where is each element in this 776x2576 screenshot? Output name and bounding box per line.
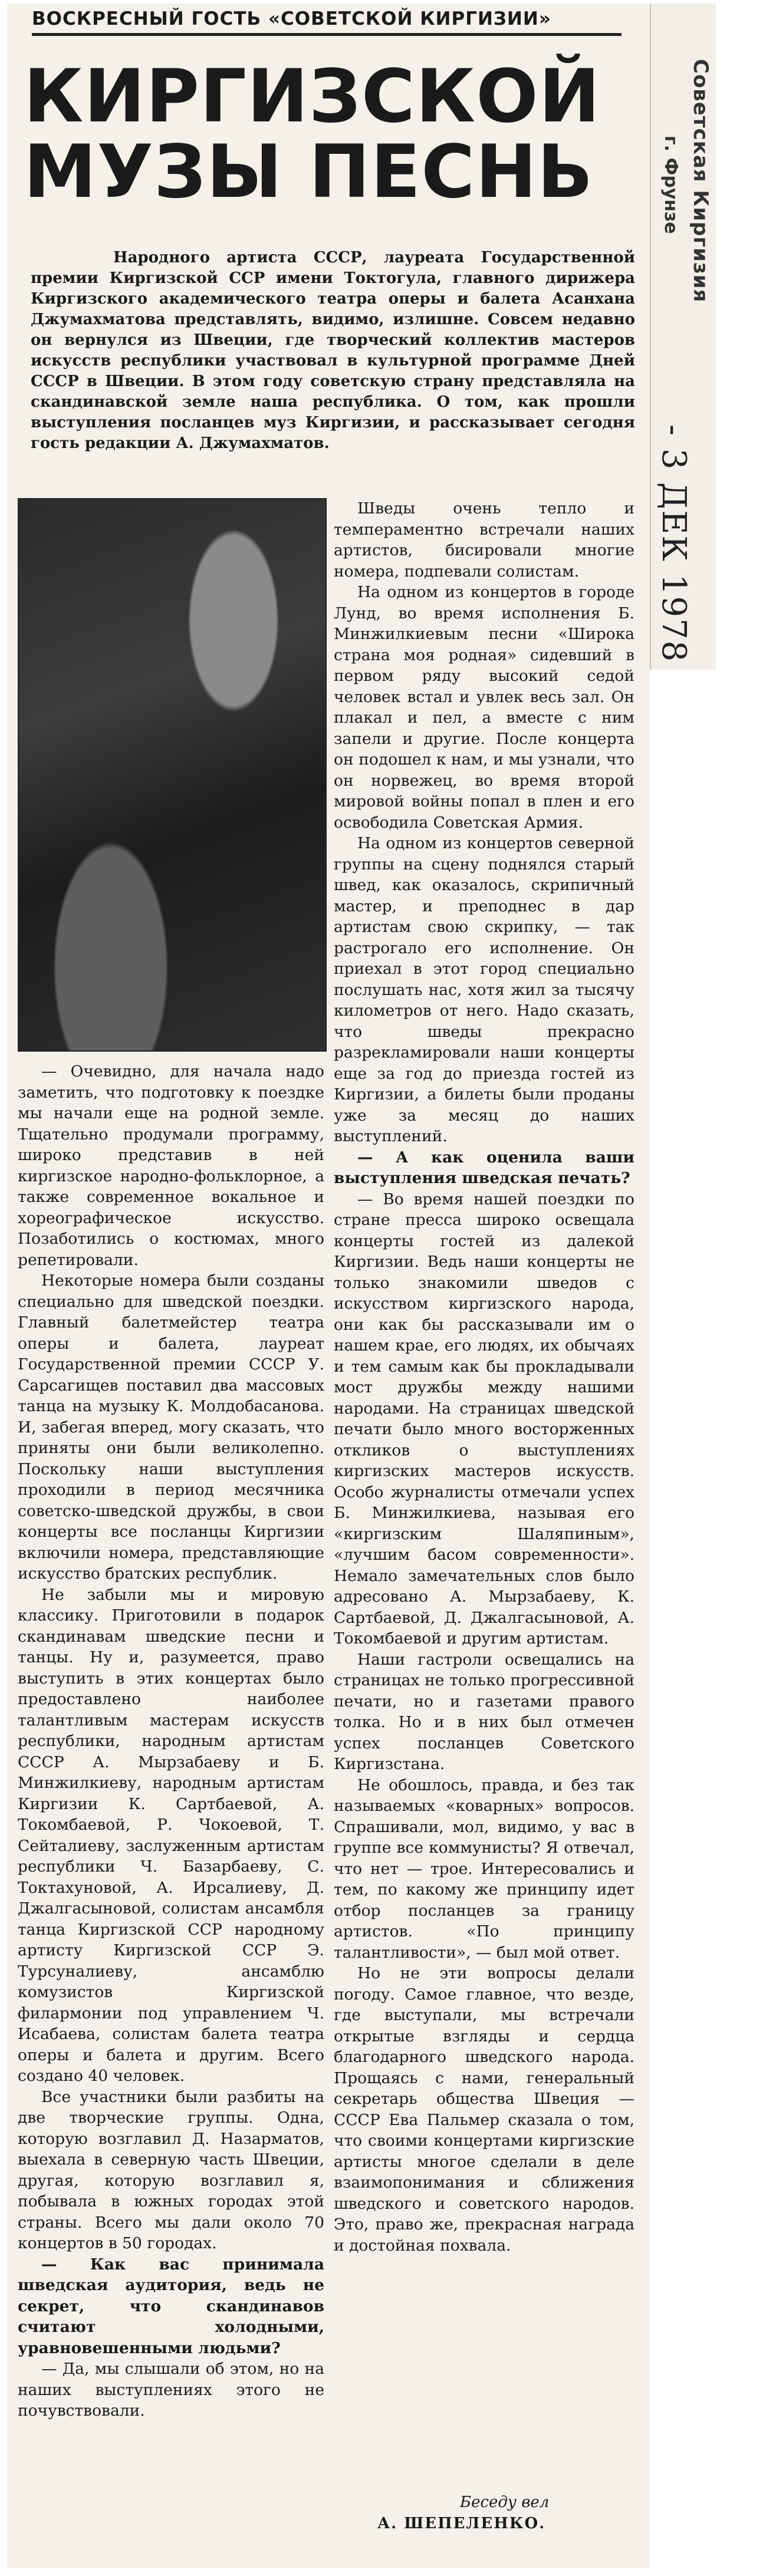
- paragraph: Все участники были разбиты на две творческие группы. Одна, которую возглавил Д. Назарматов, выехала в северную часть Швеции, другая, которую возглавил я, побывала в южных городах этой страны. Всего мы дали около 70 концертов в 50 городах.: [18, 2087, 324, 2252]
- article-headline: [24, 54, 637, 215]
- paragraph: Шведы очень тепло и темпераментно встречали наших артистов, бисировали многие номера, подпевали солистам.: [334, 499, 634, 581]
- paragraph: — Очевидно, для начала надо заметить, что подготовку к поездке мы начали еще на родной земле. Тщательно продумали программу, широко представив в ней киргизское народно-фольклорное, а также современное вокальное и хореографическое искусство. Позаботились о костюмах, много репетировали.: [18, 1062, 324, 1269]
- interview-question: — Как вас принимала шведская аудитория, ведь не секрет, что скандинавов считают холодными, уравновешенными людьми?: [18, 2255, 324, 2357]
- article-column-right: [334, 498, 634, 2256]
- paragraph: Некоторые номера были созданы специально для шведской поездки. Главный балетмейстер театра оперы и балета, лауреат Государственной премии СССР У. Сарсагищев поставил два массовых танца на музыку К. Молдобасанова. И, забегая вперед, могу сказать, что приняты они были великолепно. Поскольку наши выступления проходили в период месячника советско-шведской дружбы, в свои концерты все посланцы Киргизии включили номера, представляющие искусство братских республик.: [18, 1271, 324, 1583]
- paragraph: На одном из концертов в городе Лунд, во время исполнения Б. Минжилкиевым песни «Широка страна моя родная» сидевший в первом ряду высокий седой человек встал и увлек весь зал. Он плакал и пел, а вместе с ним запели и другие. После концерта он подошел к нам, и мы узнали, что он норвежец, во время второй мировой войны попал в плен и его освободила Советская Армия.: [334, 583, 634, 832]
- paragraph: Наши гастроли освещались на страницах не только прогрессивной печати, но и газетами правого толка. Но и в них был отмечен успех посланцев Советского Киргизстана.: [334, 1650, 634, 1773]
- interview-question: — А как оценила ваши выступления шведская печать?: [334, 1148, 634, 1187]
- conductor-photo: [18, 498, 327, 1052]
- signature-name: А. ШЕПЕЛЕНКО.: [377, 2515, 546, 2532]
- stamp-newspaper-name: Советская Киргизия: [689, 59, 712, 303]
- stamp-city: г. Фрунзе: [660, 136, 681, 234]
- headline-line-2: МУЗЫ ПЕСНЬ: [24, 130, 594, 215]
- headline-line-1: КИРГИЗСКОЙ: [24, 54, 601, 139]
- paragraph: Но не эти вопросы делали погоду. Самое главное, что везде, где выступали, мы встречали открытые взгляды и сердца благодарного шведского народа. Прощаясь с нами, генеральный секретарь общества Швеция — СССР Ева Пальмер сказала о том, что своими концертами киргизские артисты многое сделали в деле взаимопонимания и сближения шведского и советского народов. Это, право же, прекрасная награда и достойная похвала.: [334, 1964, 634, 2255]
- stamp-date: - 3 ДЕК 1978: [655, 424, 693, 663]
- article-lead: Народного артиста СССР, лауреата Государственной премии Киргизской ССР имени Токтогула, главного дирижера Киргизского академического театра оперы и балета Асанхана Джумахматова представлять, видимо, излишне. Совсем недавно он вернулся из Швеции, где творческий коллектив мастеров искусств республики участвовал в культурной программе Дней СССР в Швеции. В этом году советскую страну представляла на скандинавской земле наша республика. О том, как прошли выступления посланцев муз Киргизии, и рассказывает сегодня гость редакции А. Джумахматов.: [31, 249, 635, 452]
- rubric-header: ВОСКРЕСНЫЙ ГОСТЬ «СОВЕТСКОЙ КИРГИЗИИ»: [32, 8, 622, 36]
- paragraph: — Да, мы слышали об этом, но на наших выступлениях этого не почувствовали.: [18, 2360, 324, 2420]
- paragraph: Не обошлось, правда, и без так называемых «коварных» вопросов. Спрашивали, мол, видимо, у вас в группе все коммунисты? Я отвечал, что нет — трое. Интересовались и тем, по какому же принципу идет отбор посланцев за границу артистов. «По принципу талантливости», — был мой ответ.: [334, 1775, 634, 1962]
- paragraph: — Во время нашей поездки по стране пресса широко освещала концерты гостей из далекой Киргизии. Ведь наши концерты не только знакомили шведов с искусством киргизского народа, они как бы рассказывали им о нашем крае, его людях, их обычаях и тем самым как бы прокладывали мост дружбы между нашими народами. На страницах шведской печати было много восторженных откликов о выступлениях киргизских мастеров искусств. Особо журналисты отмечали успех Б. Минжилкиева, называя его «киргизским Шаляпиным», «лучшим басом современности». Немало замечательных слов было адресовано А. Мырзабаеву, К. Сартбаевой, Д. Джалгасыновой, А. Токомбаевой и другим артистам.: [334, 1190, 634, 1648]
- signature-label: Беседу вел: [460, 2493, 550, 2511]
- article-column-left: [18, 1061, 324, 2422]
- paragraph: На одном из концертов северной группы на сцену поднялся старый швед, как оказалось, скрипичный мастер, и преподнес в дар артистам свою скрипку, — так растрогало его исполнение. Он приехал в этот город специально послушать нас, хотя жил за тысячу километров от него. Надо сказать, что шведы прекрасно разрекламировали наши концерты еще за год до приезда гостей из Киргизии, а билеты были проданы уже за месяц до наших выступлений.: [334, 834, 634, 1145]
- paragraph: Не забыли мы и мировую классику. Приготовили в подарок скандинавам шведские песни и танцы. Ну и, разумеется, право выступить в этих концертах было предоставлено наиболее талантливым мастерам искусств республики, народным артистам СССР А. Мырзабаеву и Б. Минжилкиеву, народным артистам Киргизии К. Сартбаевой, А. Токомбаевой, Р. Чокоевой, Т. Сейталиеву, заслуженным артистам республики Ч. Базарбаеву, С. Токтахуновой, А. Ирсалиеву, Д. Джалгасыновой, солистам ансамбля танца Киргизской ССР народному артисту Киргизской ССР Э. Турсуналиеву, ансамблю комузистов Киргизской филармонии под управлением Ч. Исабаева, солистам балета театра оперы и балета и другим. Всего создано 40 человек.: [18, 1585, 324, 2085]
